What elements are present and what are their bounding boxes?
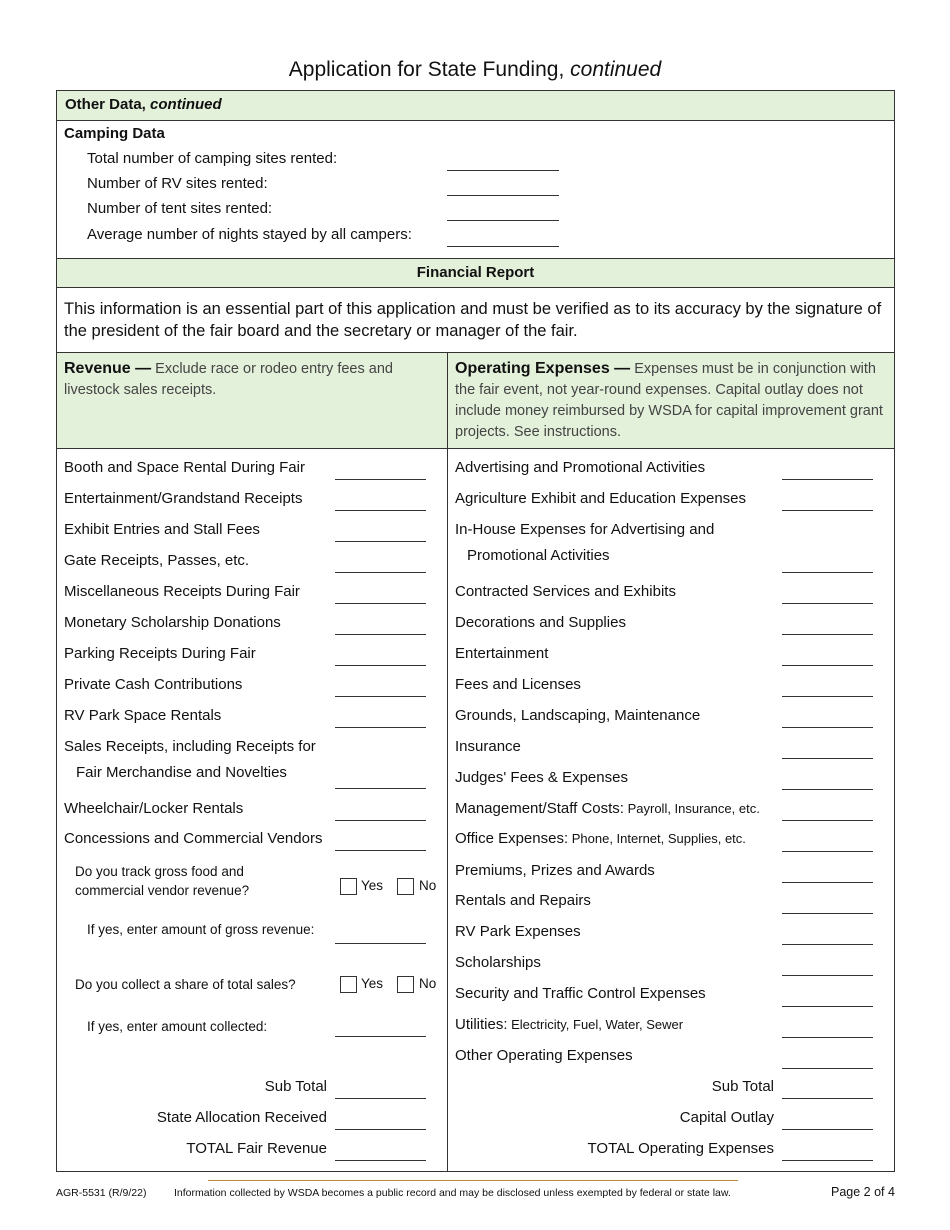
share-sales-no-checkbox[interactable] [397, 976, 414, 993]
revenue-field[interactable] [335, 603, 426, 604]
total-expenses-label: TOTAL Operating Expenses [587, 1140, 774, 1157]
expense-field[interactable] [782, 1037, 873, 1038]
financial-intro: This information is an essential part of this application and must be verified as to its accuracy by the signature of the president of the fair board and the secretary or manager of the fair. [64, 300, 882, 340]
expense-label: Entertainment [455, 645, 549, 662]
expense-subtotal-field[interactable] [782, 1098, 873, 1099]
total-revenue-label: TOTAL Fair Revenue [186, 1140, 327, 1157]
expense-field[interactable] [782, 882, 873, 883]
expense-label: Security and Traffic Control Expenses [455, 985, 706, 1002]
revenue-field[interactable] [335, 572, 426, 573]
revenue-header: Revenue — Exclude race or rodeo entry fees and livestock sales receipts. [64, 360, 393, 398]
revenue-label: RV Park Space Rentals [64, 707, 222, 724]
revenue-field[interactable] [335, 850, 426, 851]
revenue-field[interactable] [335, 788, 426, 789]
column-headers [57, 352, 894, 449]
expense-field[interactable] [782, 479, 873, 480]
revenue-field[interactable] [335, 510, 426, 511]
camping-heading: Camping Data [64, 125, 165, 142]
form-id: AGR-5531 (R/9/22) [56, 1187, 147, 1199]
form-frame [56, 90, 895, 1172]
revenue-field[interactable] [335, 727, 426, 728]
public-record-notice: Information collected by WSDA becomes a public record and may be disclosed unless exempted by federal or state law. [174, 1187, 731, 1199]
expense-field[interactable] [782, 727, 873, 728]
expense-field[interactable] [782, 820, 873, 821]
revenue-label: Exhibit Entries and Stall Fees [64, 521, 260, 538]
revenue-label: Miscellaneous Receipts During Fair [64, 583, 300, 600]
amount-collected-field[interactable] [335, 1036, 426, 1037]
camping-tent-label: Number of tent sites rented: [87, 200, 273, 217]
revenue-label: Sales Receipts, including Receipts for [64, 738, 316, 755]
expense-field[interactable] [782, 634, 873, 635]
revenue-field[interactable] [335, 541, 426, 542]
capital-outlay-field[interactable] [782, 1129, 873, 1130]
expense-label: Rentals and Repairs [455, 892, 591, 909]
question-track-gross: Do you track gross food and commercial vendor revenue? [75, 864, 250, 898]
expense-label: Advertising and Promotional Activities [455, 459, 706, 476]
expense-label: Decorations and Supplies [455, 614, 626, 631]
camping-total-label: Total number of camping sites rented: [87, 150, 338, 167]
footer-divider [208, 1180, 738, 1181]
yes-label: Yes [361, 976, 384, 991]
expense-field[interactable] [782, 696, 873, 697]
camping-nights-label: Average number of nights stayed by all campers: [87, 226, 412, 243]
revenue-field[interactable] [335, 634, 426, 635]
expense-field[interactable] [782, 851, 873, 852]
capital-outlay-label: Capital Outlay [679, 1109, 774, 1126]
expense-label: Promotional Activities [467, 547, 610, 564]
revenue-label: Booth and Space Rental During Fair [64, 459, 305, 476]
revenue-label: Parking Receipts During Fair [64, 645, 256, 662]
revenue-label: Fair Merchandise and Novelties [76, 764, 287, 781]
revenue-label: Gate Receipts, Passes, etc. [64, 552, 250, 569]
camping-rv-field[interactable] [447, 195, 559, 196]
expense-field[interactable] [782, 1068, 873, 1069]
expense-field[interactable] [782, 913, 873, 914]
page-title: Application for State Funding, continued [288, 58, 662, 81]
expense-label-management: Management/Staff Costs: Payroll, Insurance, etc. [455, 800, 760, 817]
no-label: No [419, 976, 437, 991]
expense-label: Fees and Licenses [455, 676, 581, 693]
camping-nights-field[interactable] [447, 246, 559, 247]
other-data-header: Other Data, continued [57, 91, 894, 121]
expense-label: Other Operating Expenses [455, 1047, 633, 1064]
revenue-subtotal-label: Sub Total [264, 1078, 327, 1095]
total-expenses-field[interactable] [782, 1160, 873, 1161]
question-share-sales: Do you collect a share of total sales? [75, 977, 296, 992]
expense-label-office: Office Expenses: Phone, Internet, Supplies, etc. [455, 830, 746, 847]
total-revenue-field[interactable] [335, 1160, 426, 1161]
column-divider [447, 352, 448, 1172]
expense-field[interactable] [782, 603, 873, 604]
track-gross-yes-checkbox[interactable] [340, 878, 357, 895]
revenue-subtotal-field[interactable] [335, 1098, 426, 1099]
gross-revenue-field[interactable] [335, 943, 426, 944]
expense-label: Judges' Fees & Expenses [455, 769, 628, 786]
expense-field[interactable] [782, 510, 873, 511]
revenue-label: Private Cash Contributions [64, 676, 243, 693]
expense-field[interactable] [782, 975, 873, 976]
camping-total-field[interactable] [447, 170, 559, 171]
expense-label: Insurance [455, 738, 521, 755]
revenue-label: Wheelchair/Locker Rentals [64, 800, 244, 817]
expenses-header: Operating Expenses — Expenses must be in conjunction with the fair event, not year-round expenses. Capital outlay does not include money reimbursed by WSDA for capital improvement grant projects. See instructions. [455, 360, 883, 440]
expense-label: Scholarships [455, 954, 541, 971]
amount-collected-label: If yes, enter amount collected: [87, 1019, 268, 1034]
revenue-field[interactable] [335, 479, 426, 480]
expense-field[interactable] [782, 944, 873, 945]
expense-label: In-House Expenses for Advertising and [455, 521, 715, 538]
yes-label: Yes [361, 878, 384, 893]
expense-label: RV Park Expenses [455, 923, 581, 940]
revenue-field[interactable] [335, 665, 426, 666]
expense-label: Contracted Services and Exhibits [455, 583, 676, 600]
expense-label-utilities: Utilities: Electricity, Fuel, Water, Sewer [455, 1016, 684, 1033]
expense-field[interactable] [782, 758, 873, 759]
expense-field[interactable] [782, 1006, 873, 1007]
expense-label: Agriculture Exhibit and Education Expenses [455, 490, 747, 507]
share-sales-yes-checkbox[interactable] [340, 976, 357, 993]
revenue-label: Entertainment/Grandstand Receipts [64, 490, 303, 507]
page-number: Page 2 of 4 [831, 1185, 895, 1199]
expense-field[interactable] [782, 665, 873, 666]
revenue-field[interactable] [335, 696, 426, 697]
revenue-label: Monetary Scholarship Donations [64, 614, 281, 631]
gross-revenue-label: If yes, enter amount of gross revenue: [87, 922, 315, 937]
revenue-field[interactable] [335, 820, 426, 821]
camping-rv-label: Number of RV sites rented: [87, 175, 268, 192]
no-label: No [419, 878, 437, 893]
expense-label: Grounds, Landscaping, Maintenance [455, 707, 701, 724]
expense-subtotal-label: Sub Total [711, 1078, 774, 1095]
track-gross-no-checkbox[interactable] [397, 878, 414, 895]
expense-label: Premiums, Prizes and Awards [455, 862, 655, 879]
expense-field[interactable] [782, 572, 873, 573]
financial-report-header: Financial Report [57, 258, 894, 288]
revenue-label: Concessions and Commercial Vendors [64, 830, 323, 847]
camping-tent-field[interactable] [447, 220, 559, 221]
state-allocation-field[interactable] [335, 1129, 426, 1130]
state-allocation-label: State Allocation Received [156, 1109, 327, 1126]
expense-field[interactable] [782, 789, 873, 790]
